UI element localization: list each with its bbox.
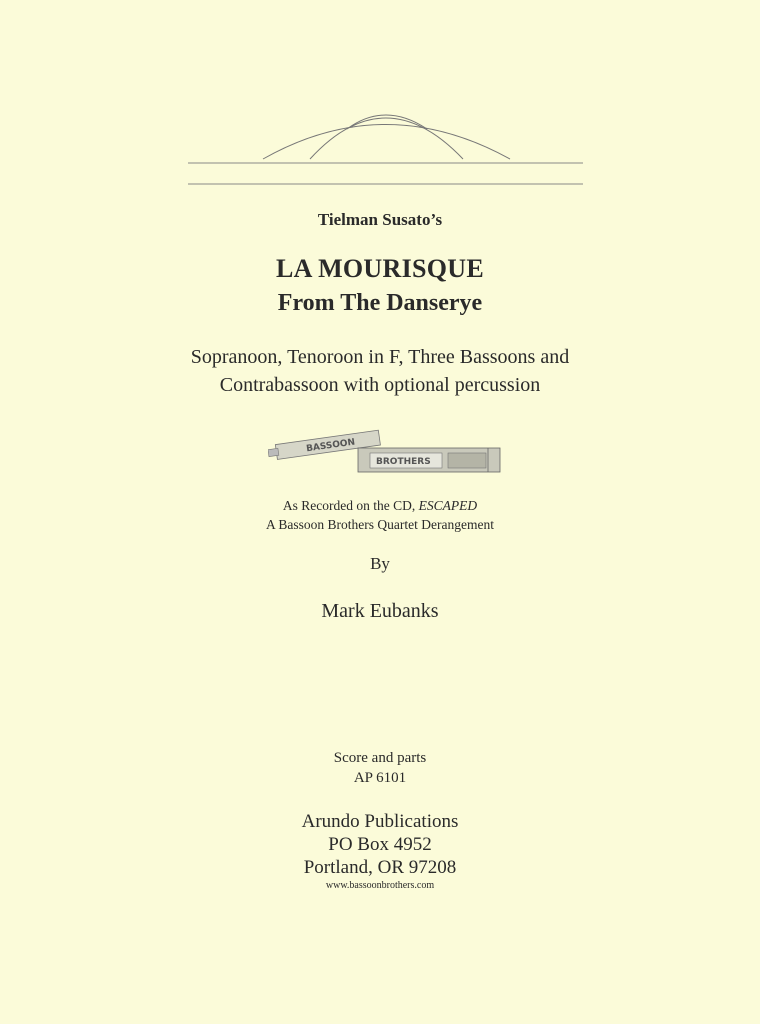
logo-word-2: BROTHERS [376,457,431,467]
publisher-name: Arundo Publications [301,811,459,832]
recording-prefix: As Recorded on the CD, [282,498,416,513]
logo-word-1: BASSOON [305,437,356,455]
catalog-code: AP 6101 [353,770,407,786]
recording-note [0,498,760,514]
publisher-url: www.bassoonbrothers.com [325,880,435,891]
instrumentation-line-1: Sopranoon, Tenoroon in F, Three Bassoons and [190,346,570,368]
bassoon-brothers-logo-icon [268,424,504,480]
recording-subtitle: A Bassoon Brothers Quartet Derangement [266,517,494,532]
arch-ornament-icon [185,105,585,190]
composer-credit: Tielman Susato’s [317,210,443,229]
author-name: Mark Eubanks [321,600,439,622]
edition-type: Score and parts [333,750,427,766]
page-title: LA MOURISQUE [275,254,485,283]
album-title: ESCAPED [418,498,478,513]
instrumentation-line-2: Contrabassoon with optional percussion [219,374,541,396]
by-label: By [370,554,390,573]
publisher-address-1: PO Box 4952 [328,834,432,855]
publisher-address-2: Portland, OR 97208 [303,857,457,878]
page-subtitle: From The Danserye [277,290,483,316]
